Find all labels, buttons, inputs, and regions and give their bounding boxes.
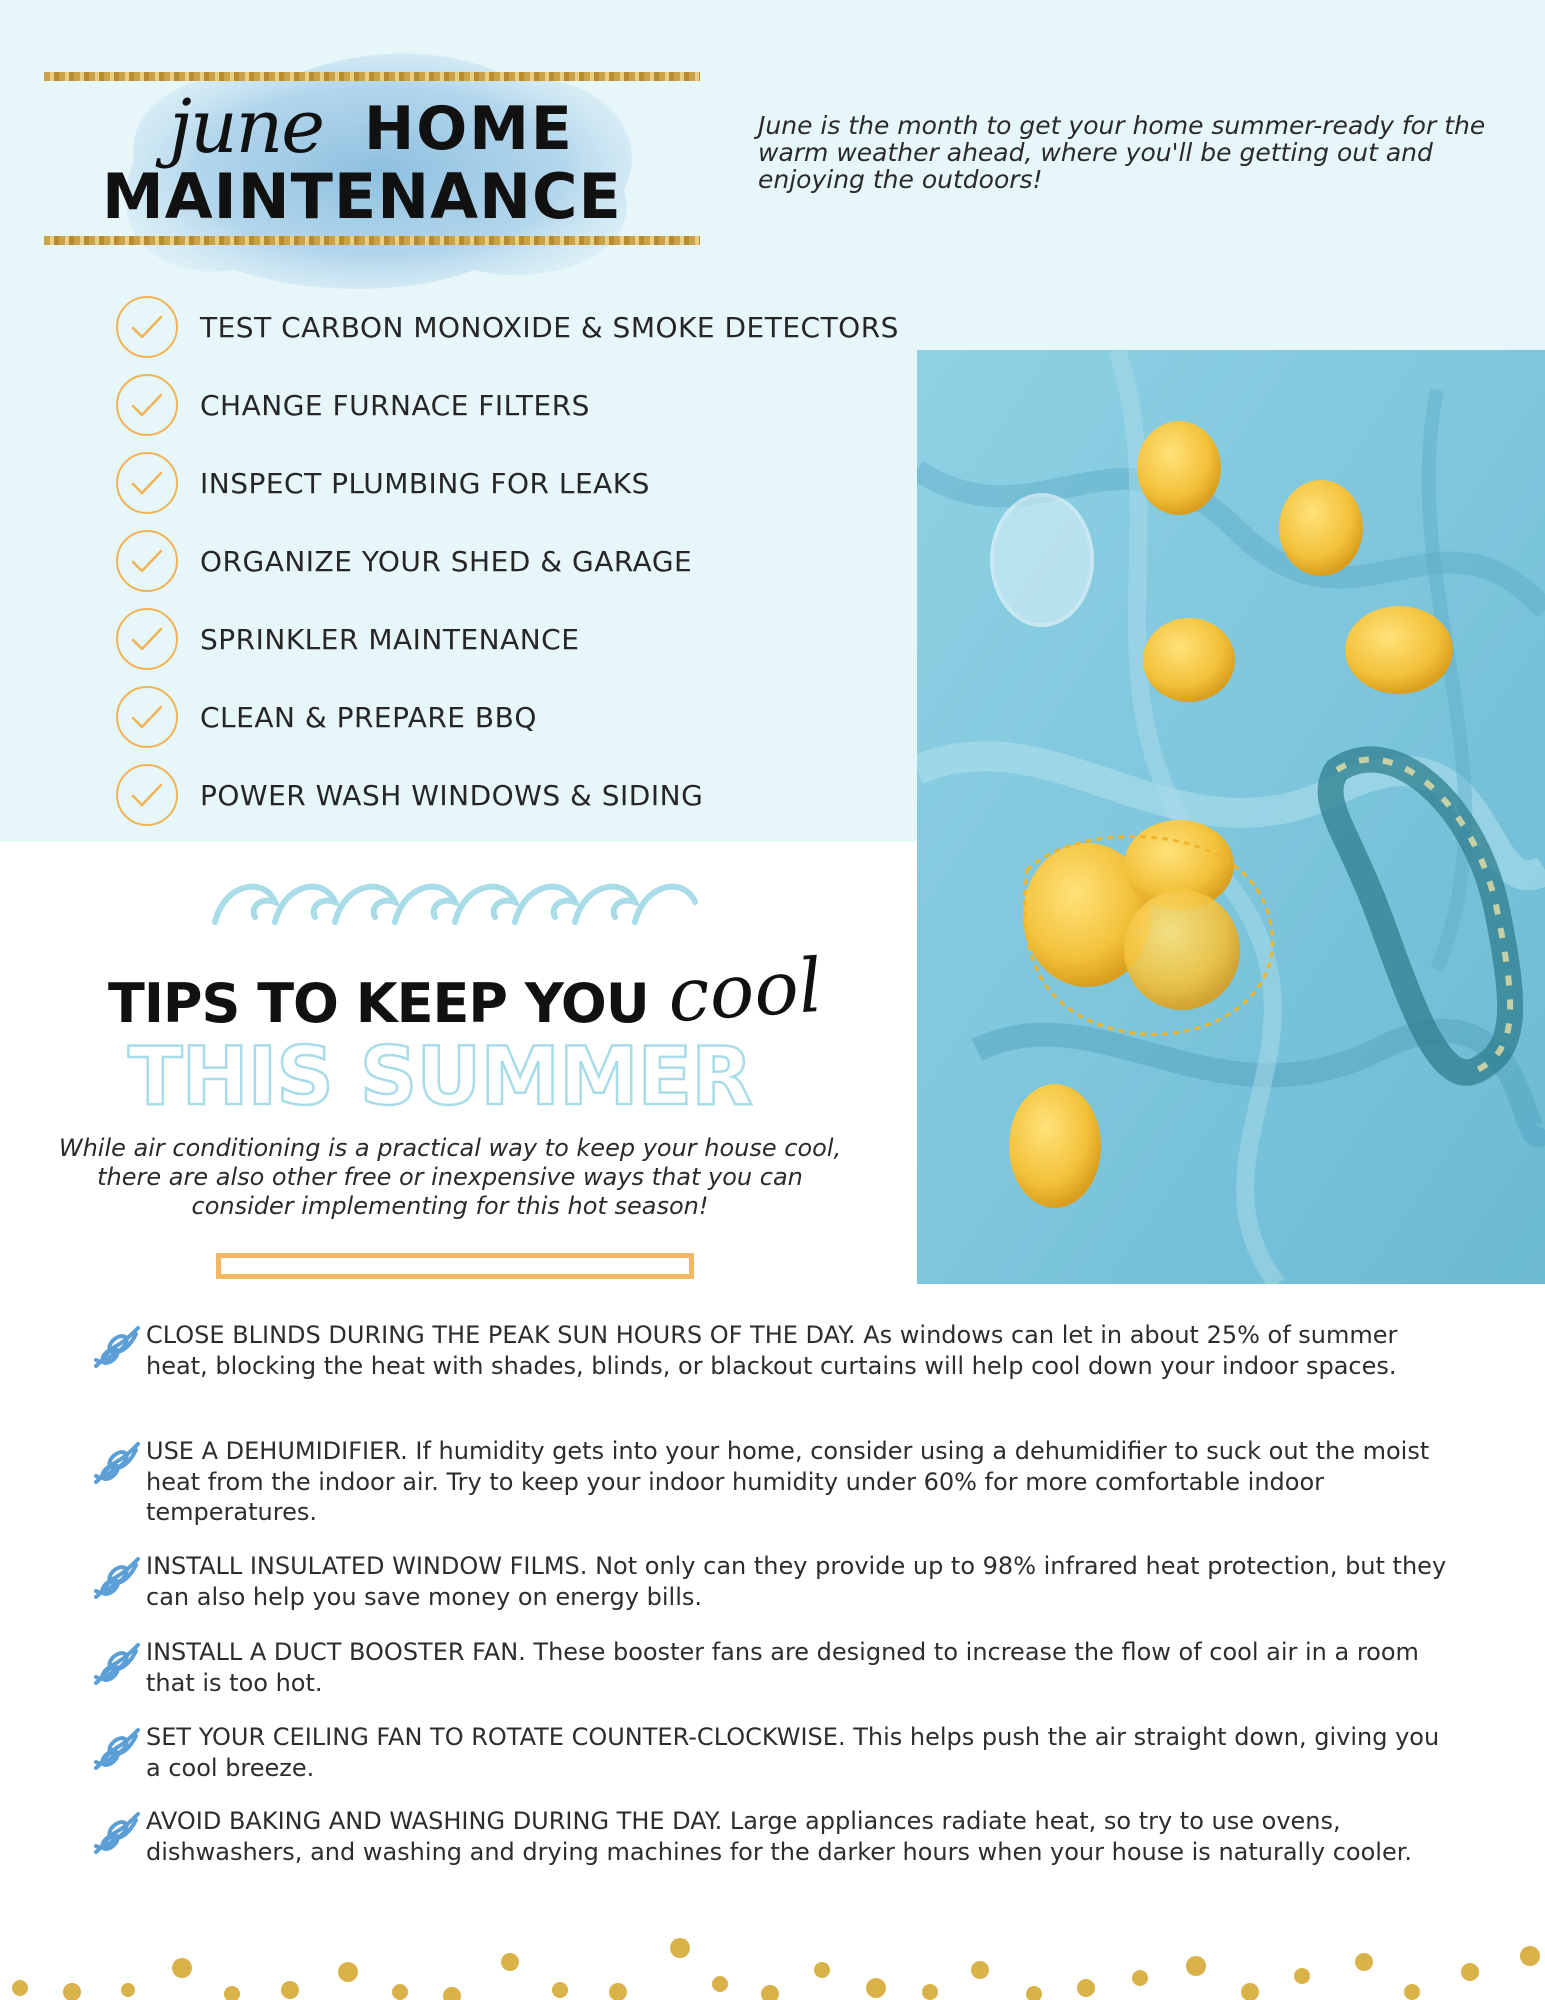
checkmark-circle-icon bbox=[116, 374, 178, 436]
maintenance-checklist bbox=[116, 288, 899, 834]
header-title-maintenance: MAINTENANCE bbox=[102, 160, 622, 233]
checklist-item bbox=[116, 444, 899, 522]
waves-decoration bbox=[210, 872, 700, 932]
checkmark-circle-icon bbox=[116, 452, 178, 514]
tips-title: TIPS TO KEEP YOU bbox=[108, 972, 649, 1035]
intro-text: June is the month to get your home summer-ready for the warm weather ahead, where you'll be getting out and enjoying the outdoors! bbox=[758, 111, 1486, 194]
tip-item bbox=[88, 1722, 1458, 1783]
rope-knot-icon bbox=[88, 1806, 144, 1862]
tip-body: Large appliances radiate heat, so try to use ovens, dishwashers, and washing and drying machines for the darker hours when your house is naturally cooler. bbox=[146, 1807, 1413, 1866]
tips-intro: While air conditioning is a practical way to keep your house cool, there are also other free or inexpensive ways that you can consider implementing for this hot season! bbox=[58, 1134, 842, 1220]
tip-body: Not only can they provide up to 98% infrared heat protection, but they can also help you save money on energy bills. bbox=[146, 1552, 1447, 1611]
gold-bar-top bbox=[44, 72, 700, 81]
checkmark-circle-icon bbox=[116, 608, 178, 670]
checklist-item bbox=[116, 600, 899, 678]
tip-body: This helps push the air straight down, giving you a cool breeze. bbox=[146, 1723, 1440, 1782]
gold-bar-bottom bbox=[44, 236, 700, 245]
tip-heading: INSTALL INSULATED WINDOW FILMS. bbox=[146, 1552, 588, 1580]
tip-item bbox=[88, 1637, 1458, 1698]
tip-body: These booster fans are designed to increase the flow of cool air in a room that is too hot. bbox=[146, 1638, 1419, 1697]
tips-outline-title: THIS SUMMER bbox=[128, 1030, 752, 1123]
checklist-item-label: POWER WASH WINDOWS & SIDING bbox=[200, 778, 704, 812]
checklist-item bbox=[116, 522, 899, 600]
header-script-word: june bbox=[169, 84, 324, 170]
tip-heading: CLOSE BLINDS DURING THE PEAK SUN HOURS OF THE DAY. bbox=[146, 1321, 856, 1349]
rope-knot-icon bbox=[88, 1722, 144, 1778]
tip-heading: AVOID BAKING AND WASHING DURING THE DAY. bbox=[146, 1807, 723, 1835]
checkmark-circle-icon bbox=[116, 530, 178, 592]
checklist-item bbox=[116, 366, 899, 444]
checklist-item-label: TEST CARBON MONOXIDE & SMOKE DETECTORS bbox=[200, 310, 899, 344]
checklist-item bbox=[116, 756, 899, 834]
divider-rectangle bbox=[216, 1253, 694, 1279]
rope-knot-icon bbox=[88, 1320, 144, 1376]
page-header bbox=[44, 60, 700, 260]
tip-item bbox=[88, 1436, 1458, 1528]
checklist-item bbox=[116, 288, 899, 366]
tip-heading: SET YOUR CEILING FAN TO ROTATE COUNTER-CLOCKWISE. bbox=[146, 1723, 846, 1751]
tip-item bbox=[88, 1806, 1458, 1867]
checkmark-circle-icon bbox=[116, 764, 178, 826]
header-title-home: HOME bbox=[364, 94, 574, 164]
checkmark-circle-icon bbox=[116, 296, 178, 358]
checklist-item-label: CLEAN & PREPARE BBQ bbox=[200, 700, 537, 734]
tip-body: As windows can let in about 25% of summer heat, blocking the heat with shades, blinds, or blackout curtains will help cool down your indoor spaces. bbox=[146, 1321, 1398, 1380]
rope-knot-icon bbox=[88, 1436, 144, 1492]
tip-item bbox=[88, 1551, 1458, 1612]
checklist-item-label: INSPECT PLUMBING FOR LEAKS bbox=[200, 466, 650, 500]
tip-heading: INSTALL A DUCT BOOSTER FAN. bbox=[146, 1638, 526, 1666]
lemons-photo bbox=[917, 350, 1545, 1284]
rope-knot-icon bbox=[88, 1551, 144, 1607]
tip-heading: USE A DEHUMIDIFIER. bbox=[146, 1437, 408, 1465]
checklist-item-label: CHANGE FURNACE FILTERS bbox=[200, 388, 590, 422]
checkmark-circle-icon bbox=[116, 686, 178, 748]
rope-knot-icon bbox=[88, 1637, 144, 1693]
tips-script-word: cool bbox=[665, 942, 826, 1040]
tip-body: If humidity gets into your home, consider using a dehumidifier to suck out the moist heat from the indoor air. Try to keep your indoor humidity under 60% for more comfortable indoor temperatures. bbox=[146, 1437, 1430, 1526]
checklist-item bbox=[116, 678, 899, 756]
tip-item bbox=[88, 1320, 1458, 1381]
checklist-item-label: ORGANIZE YOUR SHED & GARAGE bbox=[200, 544, 693, 578]
checklist-item-label: SPRINKLER MAINTENANCE bbox=[200, 622, 580, 656]
gold-confetti bbox=[0, 1930, 1545, 2000]
